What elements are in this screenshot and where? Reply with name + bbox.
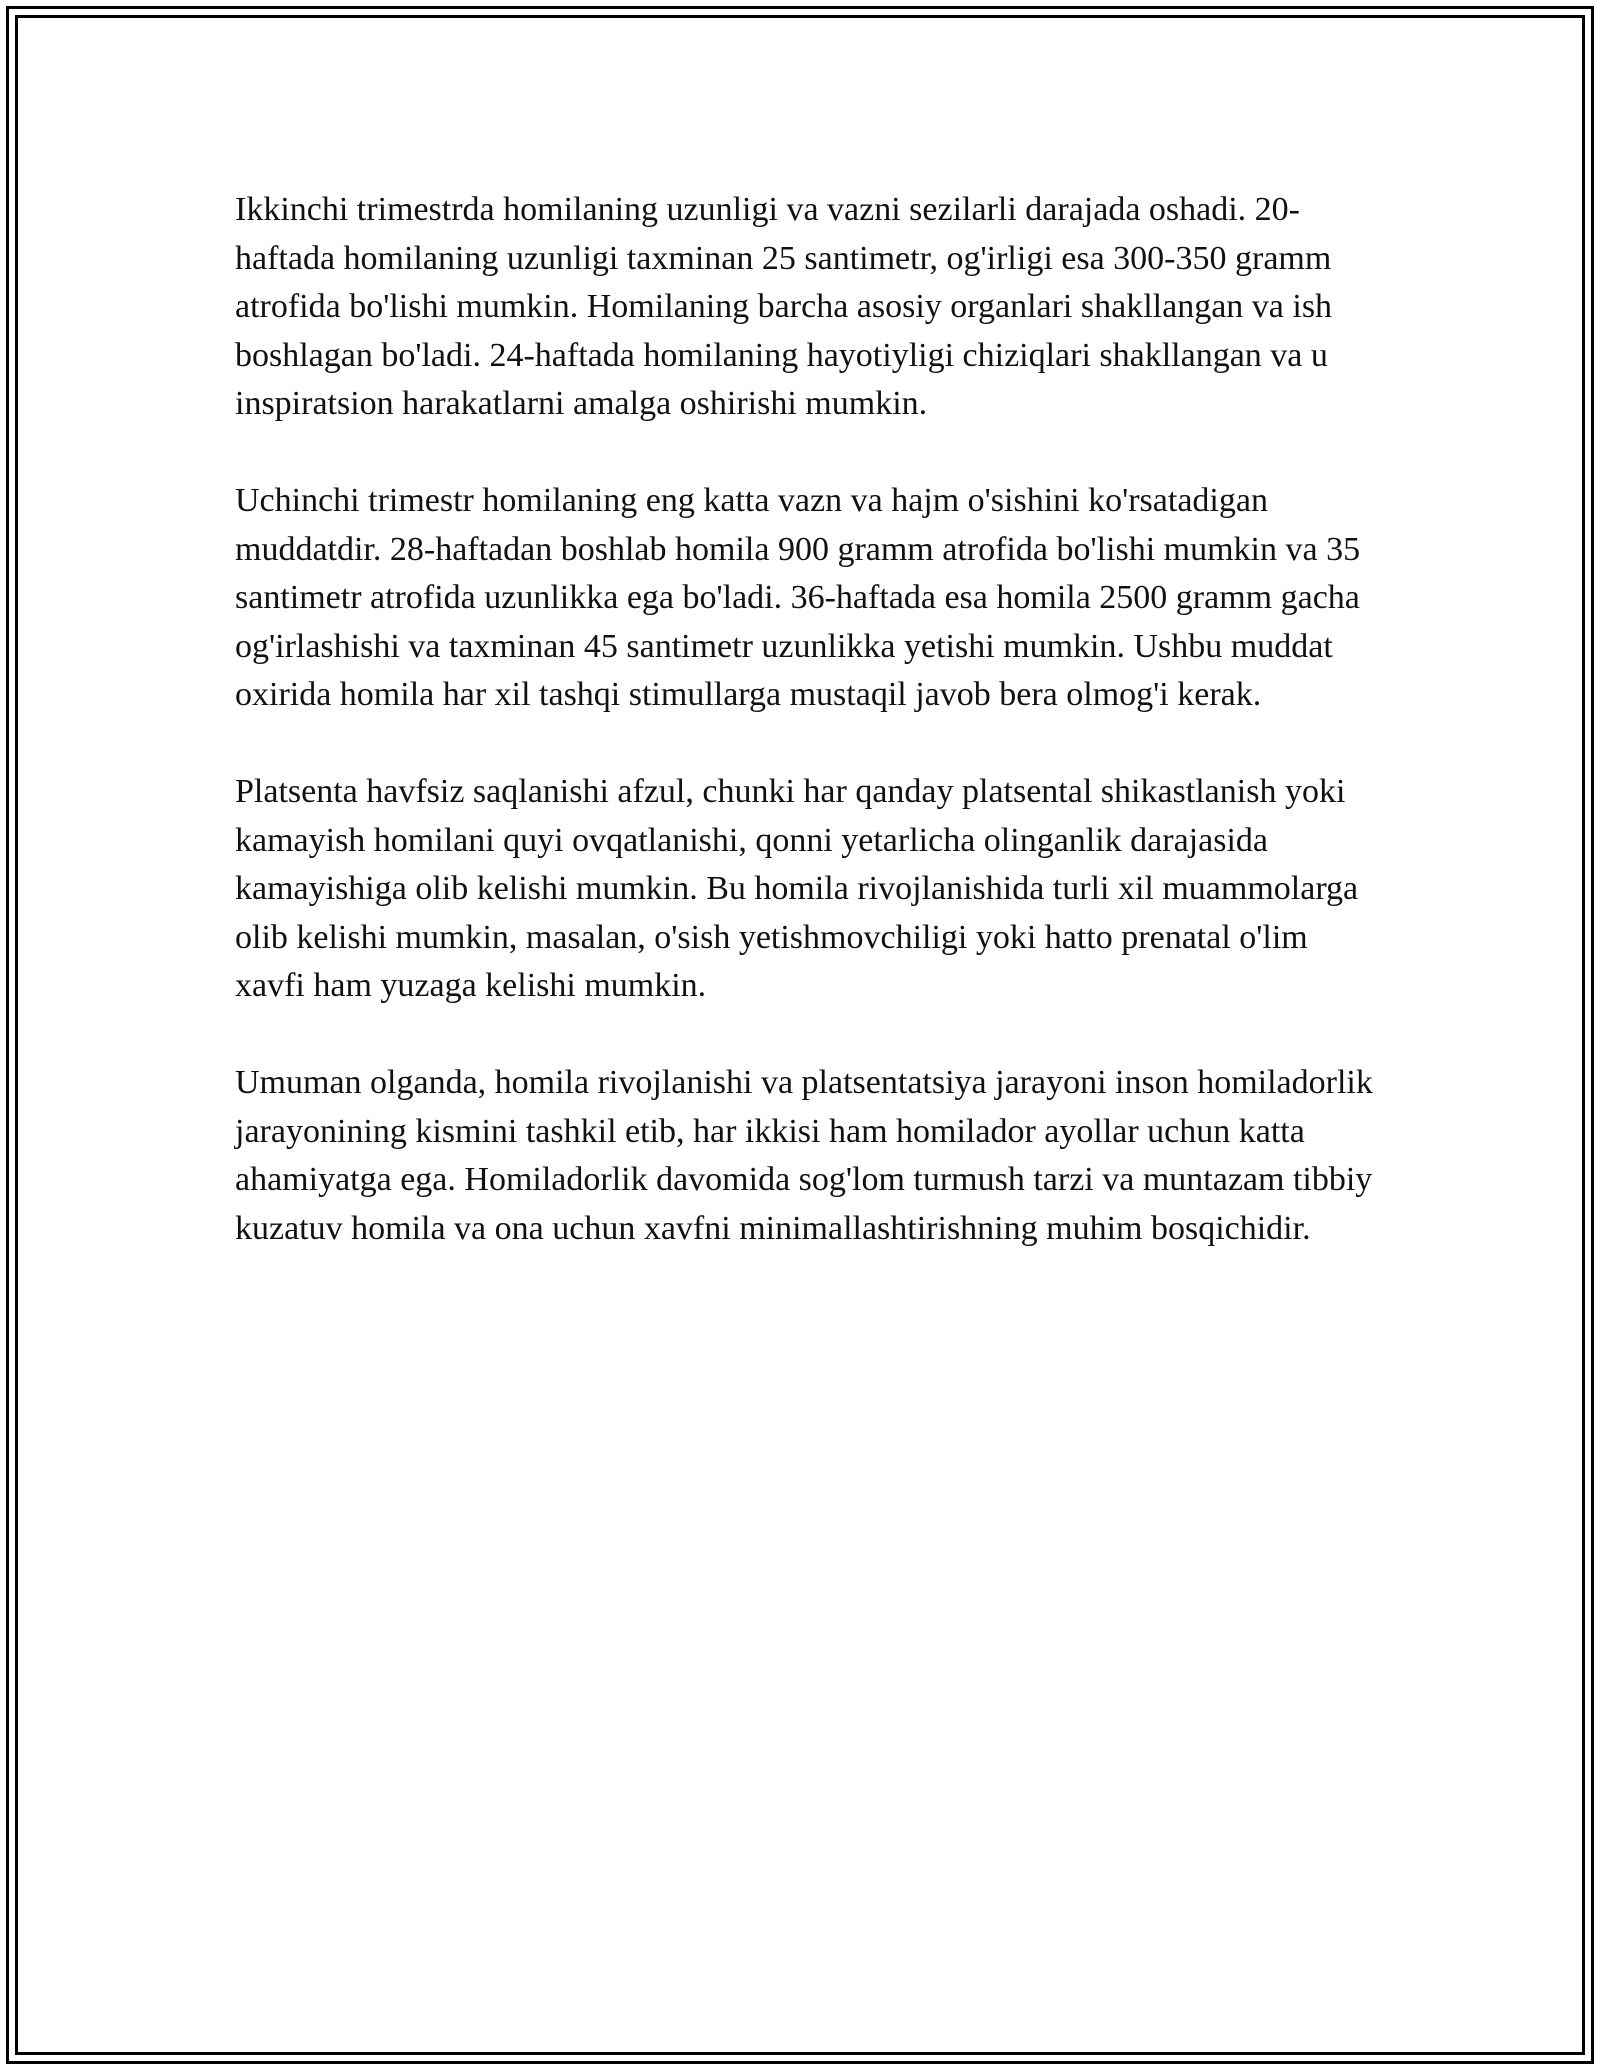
document-body (235, 186, 1375, 1302)
paragraph-second-trimester: Ikkinchi trimestrda homilaning uzunligi va vazni sezilarli darajada oshadi. 20-haftada homilaning uzunligi taxminan 25 santimetr, og'irligi esa 300-350 gramm atrofida bo'lishi mumkin. Homilaning barcha asosiy organlari shakllangan va ish boshlagan bo'ladi. 24-haftada homilaning hayotiyligi chiziqlari shakllangan va u inspiratsion harakatlarni amalga oshirishi mumkin. (235, 191, 1333, 422)
paragraph-placenta: Platsenta havfsiz saqlanishi afzul, chunki har qanday platsental shikastlanish yoki kamayish homilani quyi ovqatlanishi, qonni yetarlicha olinganlik darajasida kamayishiga olib kelishi mumkin. Bu homila rivojlanishida turli xil muammolarga olib kelishi mumkin, masalan, o'sish yetishmovchiligi yoki hatto prenatal o'lim xavfi ham yuzaga kelishi mumkin. (235, 773, 1359, 1004)
paragraph-third-trimester: Uchinchi trimestr homilaning eng katta vazn va hajm o'sishini ko'rsatadigan muddatdir. 28-haftadan boshlab homila 900 gramm atrofida bo'lishi mumkin va 35 santimetr atrofida uzunlikka ega bo'ladi. 36-haftada esa homila 2500 gramm gacha og'irlashishi va taxminan 45 santimetr uzunlikka yetishi mumkin. Ushbu muddat oxirida homila har xil tashqi stimullarga mustaqil javob bera olmog'i kerak. (235, 482, 1361, 713)
paragraph-conclusion: Umuman olganda, homila rivojlanishi va platsentatsiya jarayoni inson homiladorlik jarayonining kismini tashkil etib, har ikkisi ham homilador ayollar uchun katta ahamiyatga ega. Homiladorlik davomida sog'lom turmush tarzi va muntazam tibbiy kuzatuv homila va ona uchun xavfni minimallashtirishning muhim bosqichidir. (235, 1064, 1373, 1247)
